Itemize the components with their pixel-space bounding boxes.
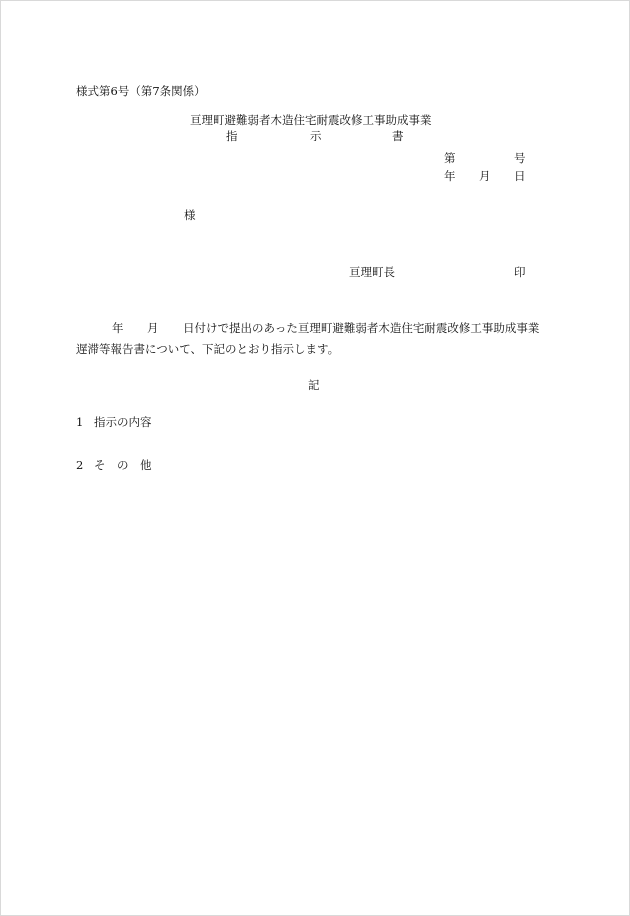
issuer-seal: 印: [514, 265, 526, 279]
item-2-number: 2: [76, 458, 84, 472]
doc-number-dai: 第: [444, 151, 456, 165]
item-1-number: 1: [76, 415, 84, 429]
title-char-sho: 書: [392, 129, 404, 143]
date-month: 月: [479, 169, 491, 183]
form-title: 亘理町避難弱者木造住宅耐震改修工事助成事業: [190, 113, 432, 127]
date-day: 日: [514, 169, 526, 183]
body-line1: 日付けで提出のあった亘理町避難弱者木造住宅耐震改修工事助成事業: [183, 321, 540, 335]
title-char-shi: 指: [226, 129, 238, 143]
title-char-ji: 示: [310, 129, 322, 143]
addressee-sama: 様: [184, 208, 196, 222]
issuer-name: 亘理町長: [349, 265, 395, 279]
body-month: 月: [147, 321, 159, 335]
doc-number-go: 号: [514, 151, 526, 165]
item-2-label: そ の 他: [94, 458, 152, 472]
ki-heading: 記: [308, 378, 320, 392]
date-year: 年: [444, 169, 456, 183]
item-1-label: 指示の内容: [94, 415, 152, 429]
body-line2: 遅滞等報告書について、下記のとおり指示します。: [76, 342, 340, 356]
body-year: 年: [112, 321, 124, 335]
form-number: 様式第6号（第7条関係）: [76, 84, 206, 98]
